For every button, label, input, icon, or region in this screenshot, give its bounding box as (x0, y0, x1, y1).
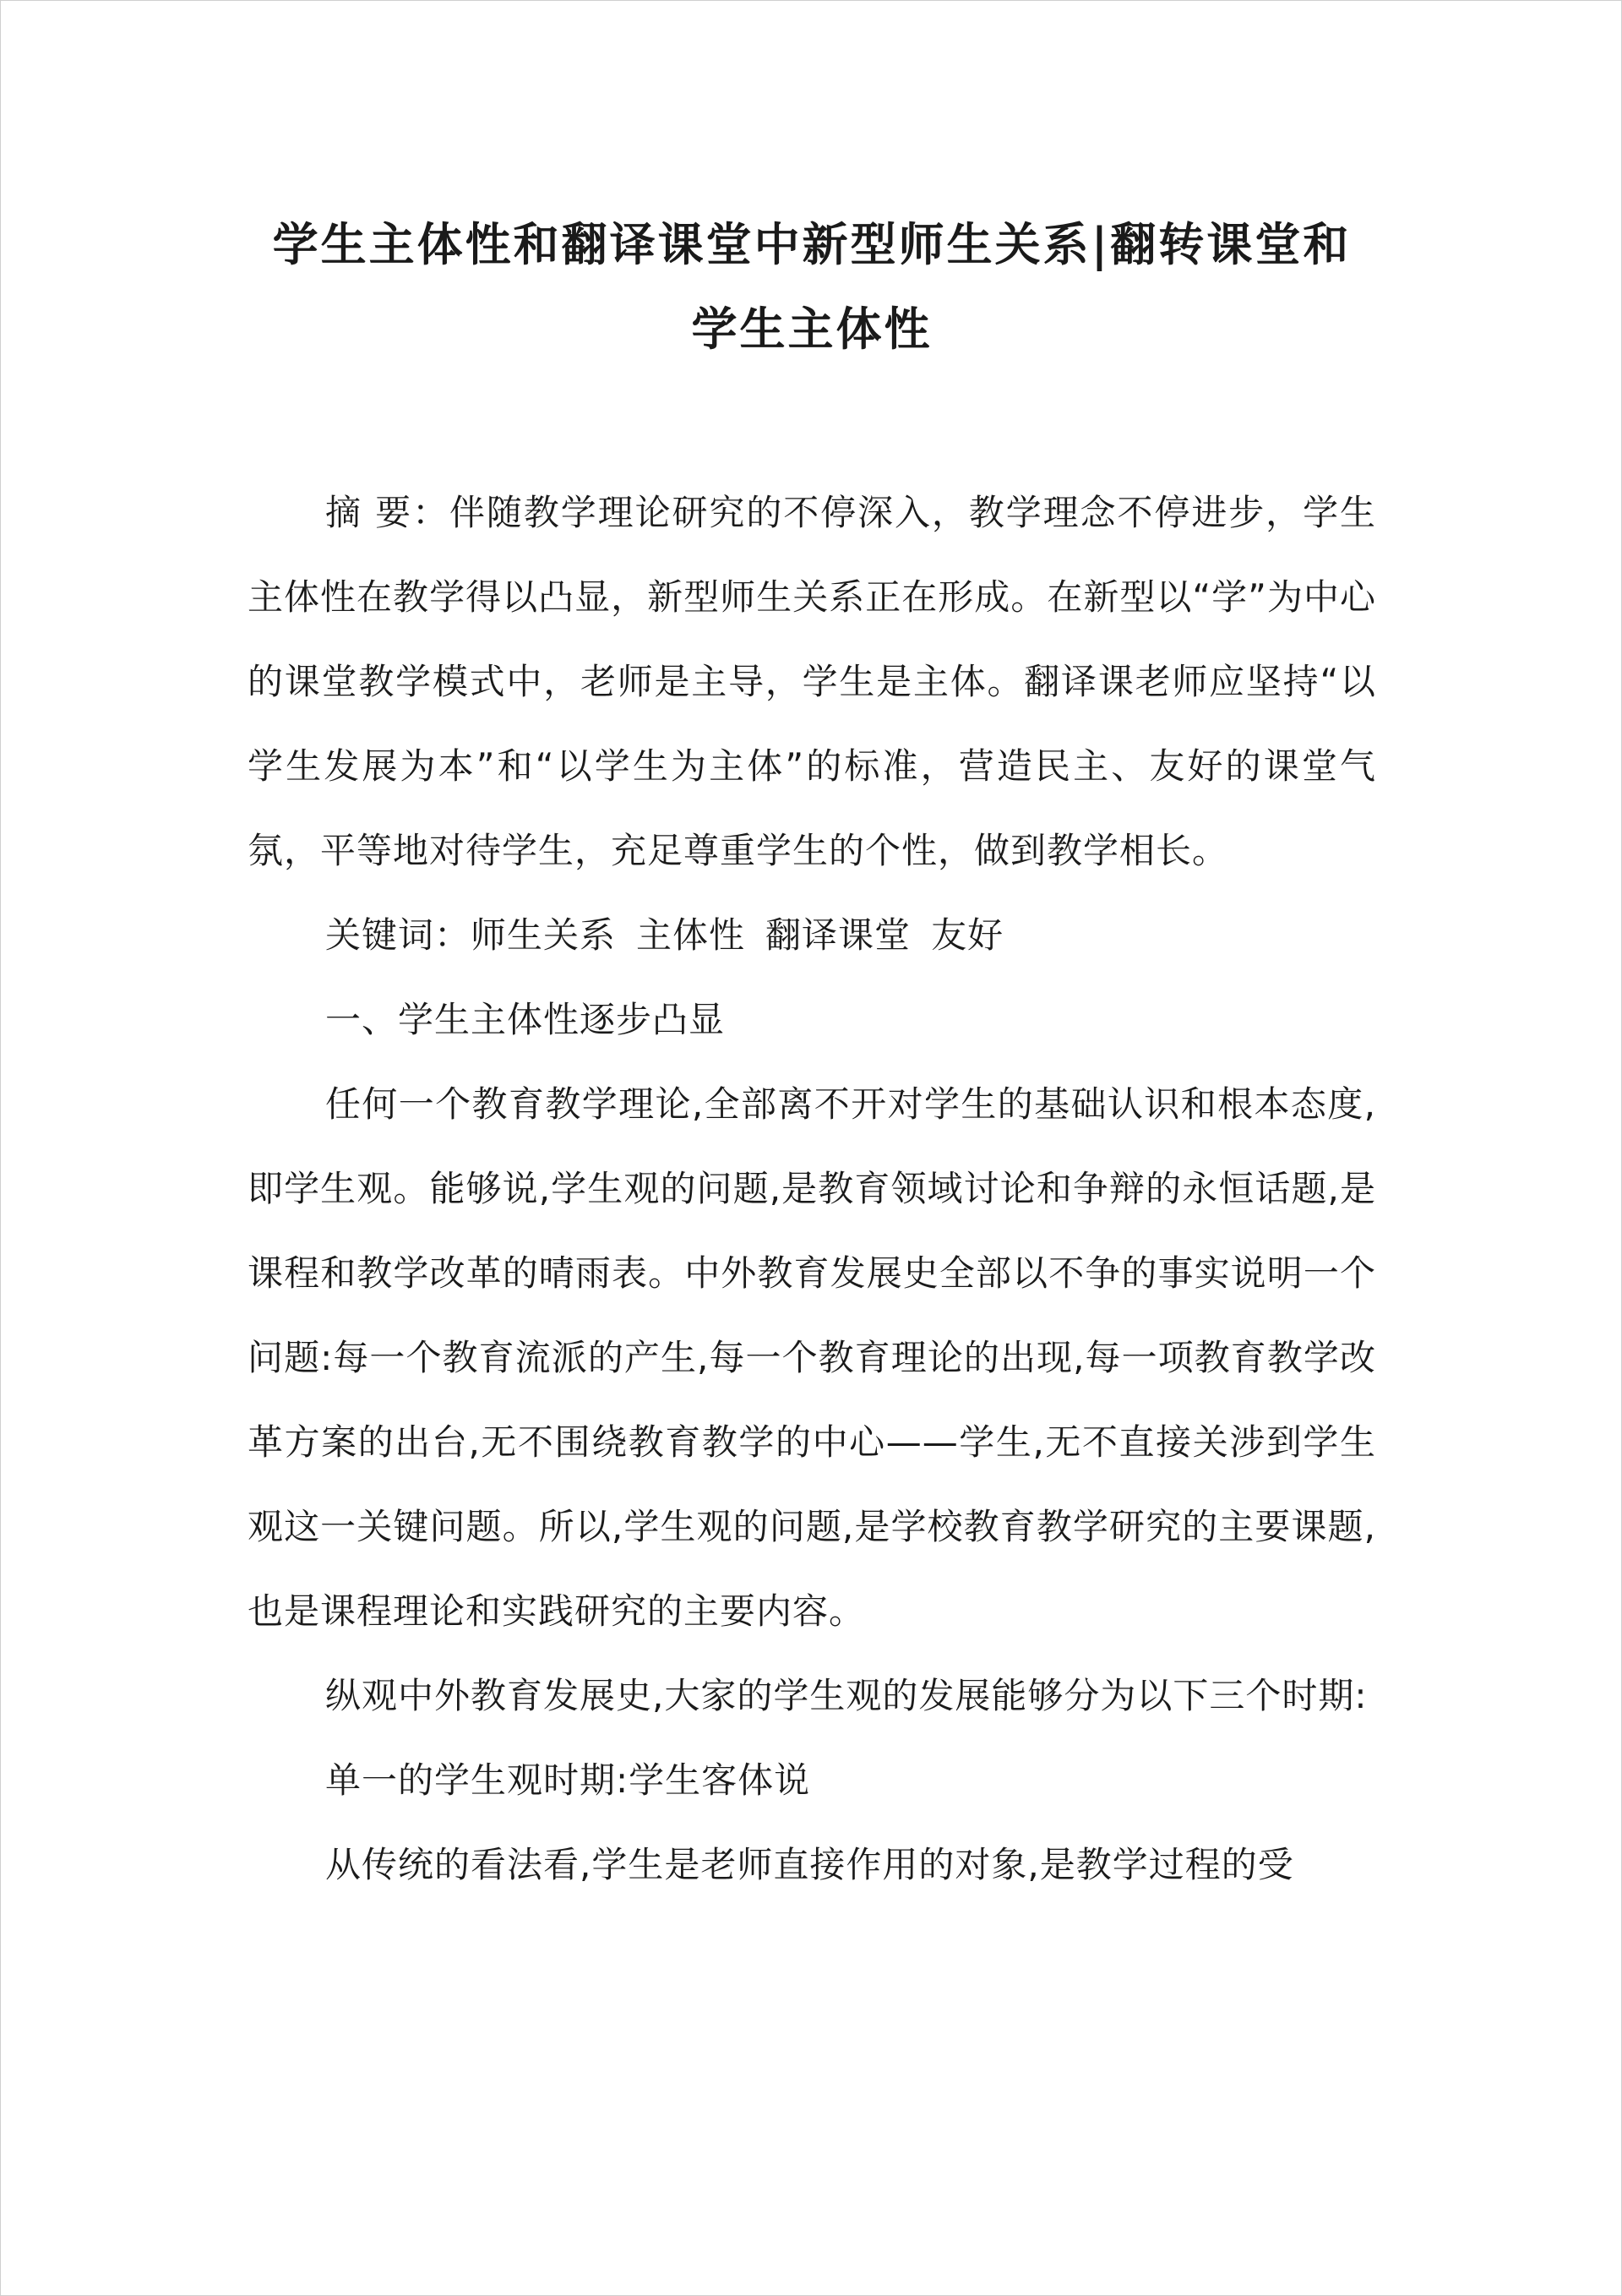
keyword-item: 翻译课堂 (765, 914, 912, 956)
document-body (248, 471, 1376, 1907)
keyword-item: 主体性 (636, 914, 746, 956)
document-title (248, 202, 1376, 371)
body-paragraph: 纵观中外教育发展史,大家的学生观的发展能够分为以下三个时期: (325, 1675, 1368, 1716)
body-paragraph: 任何一个教育教学理论,全部离不开对学生的基础认识和根本态度,即学生观。能够说,学生观的问题,是教育领域讨论和争辩的永恒话题,是课程和教学改革的晴雨表。中外教育发展史全部以不争的事实说明一个问题:每一个教育流派的产生,每一个教育理论的出现,每一项教育教学改革方案的出台,无不围绕教育教学的中心——学生,无不直接关涉到学生观这一关键问题。所以,学生观的问题,是学校教育教学研究的主要课题,也是课程理论和实践研究的主要内容。 (248, 1083, 1376, 1632)
title-line-2: 学生主体性 (691, 302, 933, 356)
keywords-label: 关键词： (325, 914, 471, 956)
keyword-item: 友好 (931, 914, 1004, 956)
sub-heading: 单一的学生观时期:学生客体说 (325, 1759, 811, 1801)
body-paragraph: 从传统的看法看,学生是老师直接作用的对象,是教学过程的受 (325, 1844, 1294, 1885)
keywords-line (248, 893, 1376, 978)
section-heading: 一、学生主体性逐步凸显 (325, 999, 726, 1040)
document-content (248, 202, 1376, 1907)
title-line-1: 学生主体性和翻译课堂中新型师生关系|翻转课堂和 (272, 217, 1352, 271)
keyword-item: 师生关系 (471, 914, 617, 956)
abstract-paragraph: 摘 要：伴随教学理论研究的不停深入，教学理念不停进步，学生主体性在教学得以凸显，新型师生关系正在形成。在新型以“学”为中心的课堂教学模式中，老师是主导，学生是主体。翻译课老师应坚持“以学生发展为本”和“以学生为主体”的标准，营造民主、友好的课堂气氛，平等地对待学生，充足尊重学生的个性，做到教学相长。 (248, 492, 1376, 871)
